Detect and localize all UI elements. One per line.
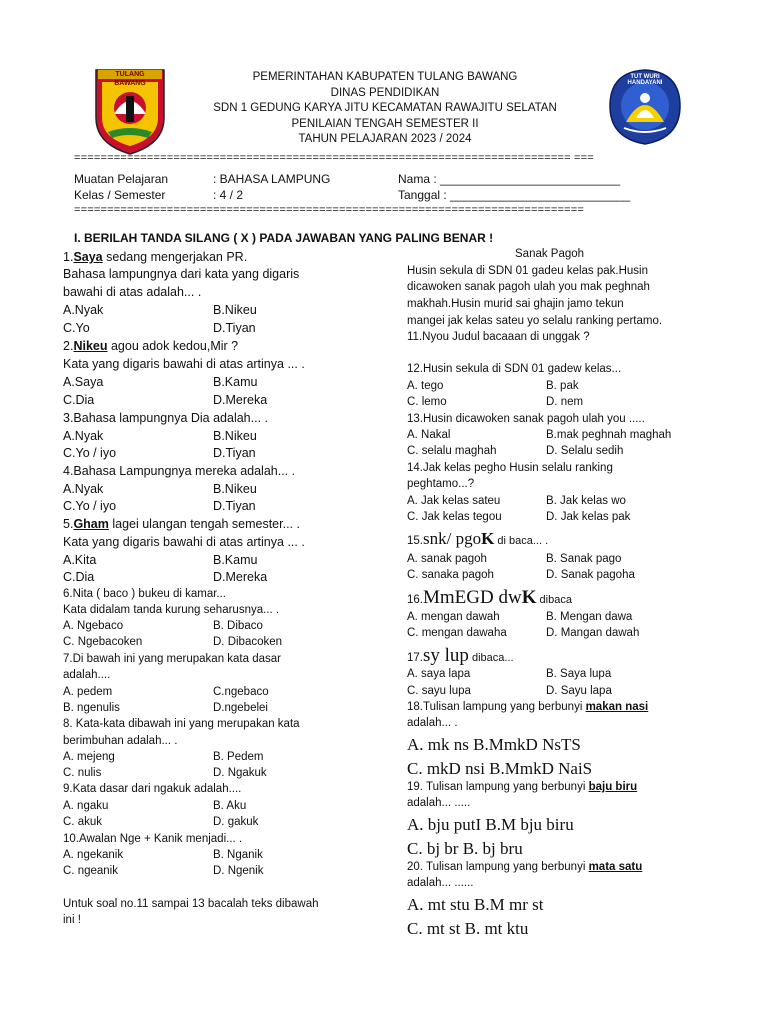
q7-option-c[interactable]: C.ngebaco	[213, 686, 269, 698]
q17-option-d[interactable]: D. Sayu lapa	[546, 685, 612, 697]
q14-option-a[interactable]: A. Jak kelas sateu	[407, 495, 501, 507]
story-line-3: makhah.Husin murid sai ghajin jamo tekun	[407, 298, 624, 310]
question-1-line2: Bahasa lampungnya dari kata yang digaris	[63, 267, 300, 281]
header-line-2: DINAS PENDIDIKAN	[330, 86, 440, 99]
question-19-line2: adalah... .....	[407, 797, 471, 809]
question-15: 15.snk/ pgoK di baca... .	[407, 529, 549, 548]
story-line-2: dicawoken sanak pagoh ulah you mak peghnah	[407, 281, 650, 293]
q12-option-a[interactable]: A. tego	[407, 380, 444, 392]
q8-option-c[interactable]: C. nulis	[63, 767, 102, 779]
q9-option-b[interactable]: B. Aku	[213, 800, 247, 812]
subject-value: : BAHASA LAMPUNG	[213, 172, 331, 186]
q6-option-c[interactable]: C. Ngebacoken	[63, 636, 143, 648]
subject-label: Muatan Pelajaran	[74, 172, 169, 186]
q13-option-a[interactable]: A. Nakal	[407, 429, 451, 441]
question-7: 7.Di bawah ini yang merupakan kata dasar	[63, 653, 281, 665]
q5-option-b[interactable]: B.Kamu	[213, 553, 258, 567]
q1-option-b[interactable]: B.Nikeu	[213, 303, 257, 317]
q10-option-c[interactable]: C. ngeanik	[63, 865, 118, 877]
header-line-4: PENILAIAN TENGAH SEMESTER II	[291, 117, 479, 130]
q16-option-c[interactable]: C. mengan dawaha	[407, 627, 507, 639]
logo-right-text: TUT WURI HANDAYANI	[627, 74, 663, 86]
q17-option-c[interactable]: C. sayu lupa	[407, 685, 471, 697]
q9-option-c[interactable]: C. akuk	[63, 816, 102, 828]
q9-option-a[interactable]: A. ngaku	[63, 800, 109, 812]
question-14: 14.Jak kelas pegho Husin selalu ranking	[407, 462, 613, 474]
question-9: 9.Kata dasar dari ngakuk adalah....	[63, 783, 242, 795]
q13-option-d[interactable]: D. Selalu sedih	[546, 445, 624, 457]
q15-option-b[interactable]: B. Sanak pago	[546, 553, 622, 565]
q3-option-d[interactable]: D.Tiyan	[213, 446, 256, 460]
question-18: 18.Tulisan lampung yang berbunyi makan nasi	[407, 701, 649, 713]
question-13: 13.Husin dicawoken sanak pagoh ulah you .....	[407, 413, 645, 425]
question-1-line3: bawahi di atas adalah... .	[63, 285, 202, 299]
q4-option-a[interactable]: A.Nyak	[63, 482, 104, 496]
instruction: I. BERILAH TANDA SILANG ( X ) PADA JAWABAN YANG PALING BENAR !	[74, 231, 494, 245]
q7-option-d[interactable]: D.ngebelei	[213, 702, 268, 714]
reading-note-line2: ini !	[63, 914, 81, 926]
q2-option-c[interactable]: C.Dia	[63, 393, 95, 407]
q4-option-c[interactable]: C.Yo / iyo	[63, 499, 117, 513]
q5-option-d[interactable]: D.Mereka	[213, 570, 268, 584]
q16-option-a[interactable]: A. mengan dawah	[407, 611, 500, 623]
q16-option-d[interactable]: D. Mangan dawah	[546, 627, 640, 639]
question-11: 11.Nyou Judul bacaaan di unggak ?	[407, 331, 590, 343]
header-line-1: PEMERINTAHAN KABUPATEN TULANG BAWANG	[252, 71, 518, 83]
q15-option-d[interactable]: D. Sanak pagoha	[546, 569, 635, 581]
q3-option-b[interactable]: B.Nikeu	[213, 429, 257, 443]
q13-option-c[interactable]: C. selalu maghah	[407, 445, 497, 457]
q7-option-b[interactable]: B. ngenulis	[63, 702, 120, 714]
q9-option-d[interactable]: D. gakuk	[213, 816, 259, 828]
q1-option-d[interactable]: D.Tiyan	[213, 321, 256, 335]
question-8-line2: berimbuhan adalah... .	[63, 735, 178, 747]
header-line-5: TAHUN PELAJARAN 2023 / 2024	[298, 133, 472, 145]
question-12: 12.Husin sekula di SDN 01 gadew kelas...	[407, 363, 622, 375]
q17-option-b[interactable]: B. Saya lupa	[546, 668, 612, 680]
class-value: : 4 / 2	[213, 188, 244, 202]
q15-option-a[interactable]: A. sanak pagoh	[407, 553, 487, 565]
logo-left-text: TULANG BAWANG	[114, 71, 146, 87]
q10-option-a[interactable]: A. ngekanik	[63, 849, 124, 861]
tulang-bawang-logo	[92, 66, 168, 156]
story-line-1: Husin sekula di SDN 01 gadeu kelas pak.Husin	[407, 265, 648, 277]
question-10: 10.Awalan Nge + Kanik menjadi... .	[63, 833, 243, 845]
q5-option-c[interactable]: C.Dia	[63, 570, 95, 584]
q18-options-ab[interactable]: A. mk ns B.MmkD NsTS	[407, 735, 581, 754]
q6-option-b[interactable]: B. Dibaco	[213, 620, 263, 632]
question-8: 8. Kata-kata dibawah ini yang merupakan kata	[63, 718, 300, 730]
q5-option-a[interactable]: A.Kita	[63, 553, 97, 567]
q14-option-c[interactable]: C. Jak kelas tegou	[407, 511, 502, 523]
q19-options-cd[interactable]: C. bj br B. bj bru	[407, 839, 523, 858]
q8-option-a[interactable]: A. mejeng	[63, 751, 115, 763]
q17-option-a[interactable]: A. saya lapa	[407, 668, 471, 680]
q3-option-c[interactable]: C.Yo / iyo	[63, 446, 117, 460]
question-2-line2: Kata yang digaris bawahi di atas artinya ... .	[63, 357, 305, 371]
question-3: 3.Bahasa lampungnya Dia adalah... .	[63, 411, 268, 425]
q3-option-a[interactable]: A.Nyak	[63, 429, 104, 443]
q18-options-cd[interactable]: C. mkD nsi B.MmkD NaiS	[407, 759, 593, 778]
question-6: 6.Nita ( baco ) bukeu di kamar...	[63, 588, 226, 600]
q12-option-d[interactable]: D. nem	[546, 396, 584, 408]
q14-option-b[interactable]: B. Jak kelas wo	[546, 495, 626, 507]
question-6-line2: Kata didalam tanda kurung seharusnya... .	[63, 604, 280, 616]
question-2: 2.Nikeu agou adok kedou,Mir ?	[63, 339, 239, 353]
q12-option-b[interactable]: B. pak	[546, 380, 579, 392]
question-4: 4.Bahasa Lampungnya mereka adalah... .	[63, 464, 296, 478]
q8-option-b[interactable]: B. Pedem	[213, 751, 264, 763]
q16-option-b[interactable]: B. Mengan dawa	[546, 611, 633, 623]
q10-option-b[interactable]: B. Nganik	[213, 849, 263, 861]
tut-wuri-handayani-logo	[606, 66, 684, 146]
story-title: Sanak Pagoh	[515, 248, 585, 260]
q20-options-ab[interactable]: A. mt stu B.M mr st	[407, 895, 544, 914]
story-line-4: mangei jak kelas sateu yo selalu ranking pertamo.	[407, 315, 663, 327]
q14-option-d[interactable]: D. Jak kelas pak	[546, 511, 631, 523]
name-field[interactable]: Nama : ___________________________	[398, 172, 621, 186]
separator-bottom: =============================================================================	[74, 204, 585, 216]
q19-options-ab[interactable]: A. bju putI B.M bju biru	[407, 815, 574, 834]
q6-option-a[interactable]: A. Ngebaco	[63, 620, 124, 632]
q4-option-b[interactable]: B.Nikeu	[213, 482, 257, 496]
q6-option-d[interactable]: D. Dibacoken	[213, 636, 283, 648]
q13-option-b[interactable]: B.mak peghnah maghah	[546, 429, 672, 441]
question-20-line2: adalah... ......	[407, 877, 474, 889]
question-5: 5.Gham lagei ulangan tengah semester... .	[63, 517, 300, 531]
q12-option-c[interactable]: C. lemo	[407, 396, 447, 408]
q7-option-a[interactable]: A. pedem	[63, 686, 113, 698]
header-block	[190, 70, 580, 148]
reading-note: Untuk soal no.11 sampai 13 bacalah teks dibawah	[63, 898, 319, 910]
question-14-line2: peghtamo...?	[407, 478, 475, 490]
question-20: 20. Tulisan lampung yang berbunyi mata satu	[407, 861, 643, 873]
question-19: 19. Tulisan lampung yang berbunyi baju biru	[407, 781, 638, 793]
class-label: Kelas / Semester	[74, 188, 166, 202]
q4-option-d[interactable]: D.Tiyan	[213, 499, 256, 513]
question-16: 16.MmEGD dwK dibaca	[407, 587, 572, 608]
question-5-line2: Kata yang digaris bawahi di atas artinya ... .	[63, 535, 305, 549]
header-line-3: SDN 1 GEDUNG KARYA JITU KECAMATAN RAWAJITU SELATAN	[213, 102, 557, 114]
q2-option-b[interactable]: B.Kamu	[213, 375, 258, 389]
q20-options-cd[interactable]: C. mt st B. mt ktu	[407, 919, 529, 938]
q1-option-c[interactable]: C.Yo	[63, 321, 90, 335]
q15-option-c[interactable]: C. sanaka pagoh	[407, 569, 494, 581]
question-17: 17.sy lup dibaca...	[407, 645, 514, 666]
date-field[interactable]: Tanggal : ___________________________	[398, 188, 631, 202]
separator-top: =========================================================================== ===	[74, 152, 594, 164]
question-7-line2: adalah....	[63, 669, 111, 681]
q10-option-d[interactable]: D. Ngenik	[213, 865, 264, 877]
question-1: 1.Saya sedang mengerjakan PR.	[63, 250, 248, 264]
q2-option-a[interactable]: A.Saya	[63, 375, 104, 389]
q2-option-d[interactable]: D.Mereka	[213, 393, 268, 407]
question-18-line2: adalah... .	[407, 717, 458, 729]
q8-option-d[interactable]: D. Ngakuk	[213, 767, 267, 779]
q1-option-a[interactable]: A.Nyak	[63, 303, 104, 317]
